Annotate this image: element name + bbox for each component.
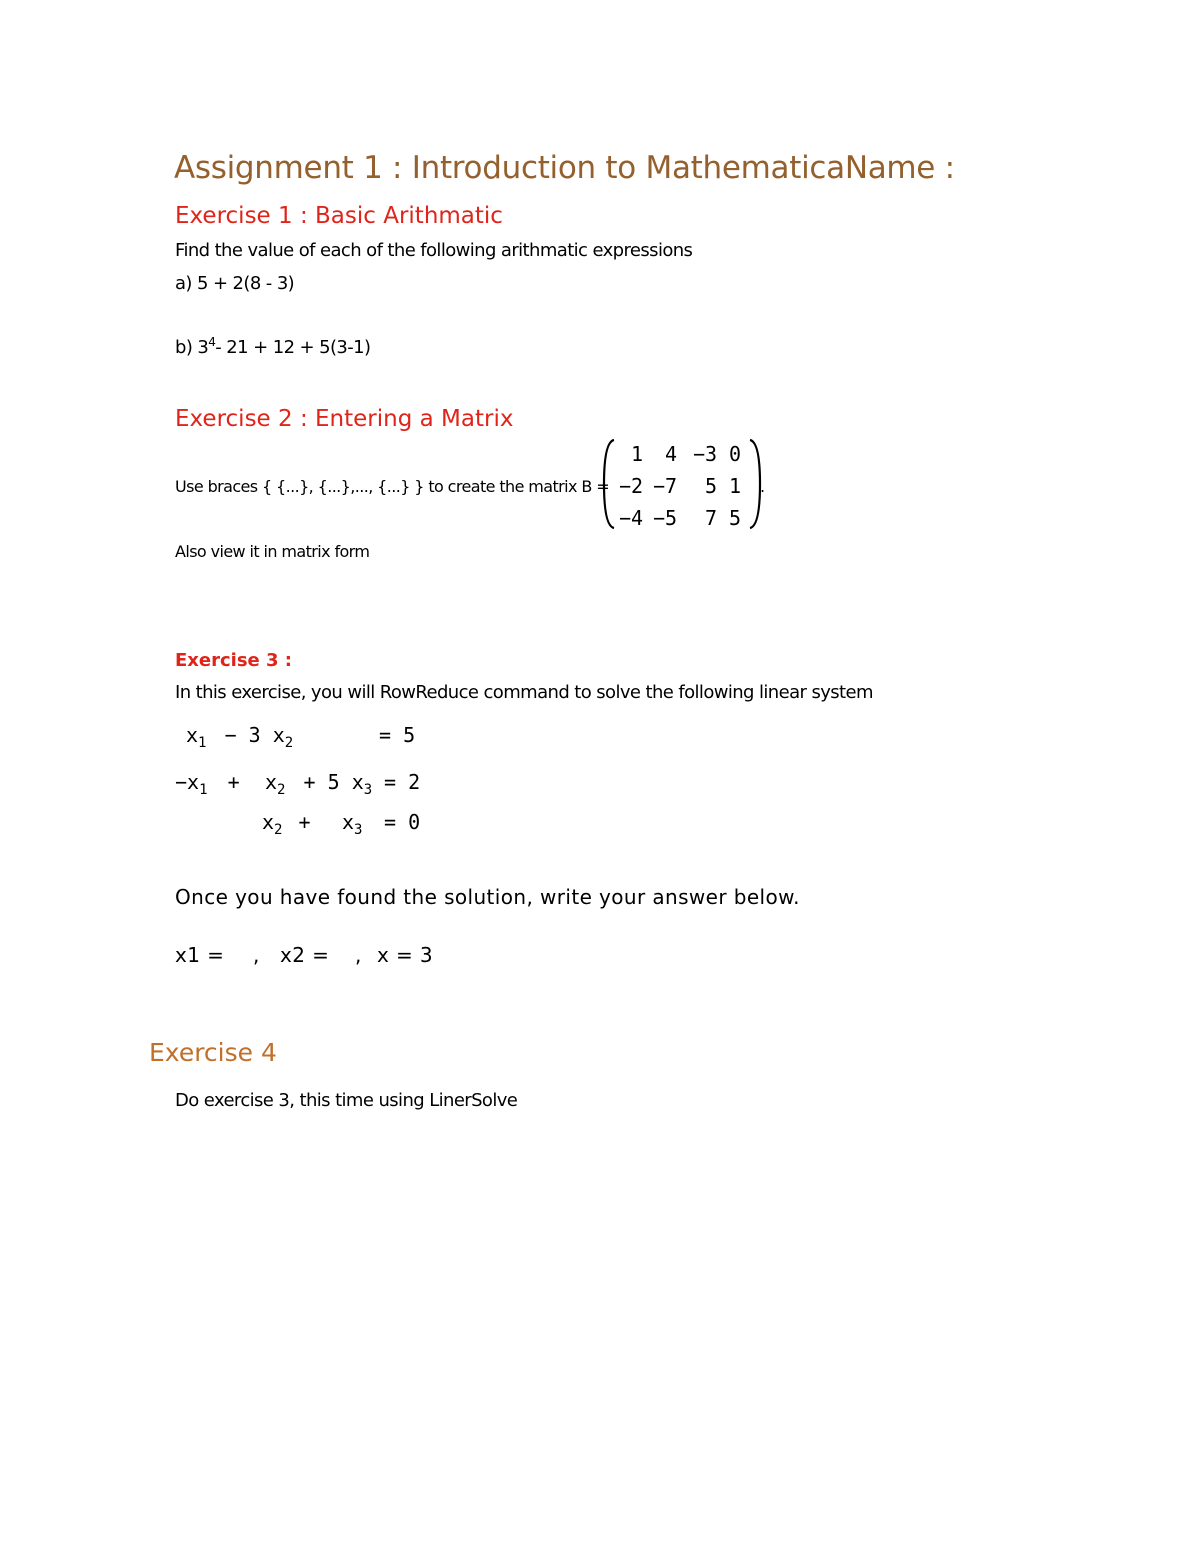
eq1-sub-1: 1 (198, 735, 207, 751)
page-title: Assignment 1 : Introduction to MathematicaName : (174, 150, 955, 186)
eq3-term-x3-wrap (342, 810, 362, 838)
eq3-term-x3: x (342, 810, 355, 834)
exercise-2-instruction: Use braces { {...}, {...},..., {...} } to create the matrix B = (175, 477, 610, 496)
eq2-sub-3: 3 (363, 782, 373, 798)
exercise-1-part-b (175, 335, 370, 358)
matrix-period: . (760, 477, 765, 496)
eq3-sub-3: 3 (354, 822, 363, 838)
eq2-sub-2: 2 (277, 782, 286, 798)
exercise-4-instruction: Do exercise 3, this time using LinerSolve (175, 1090, 518, 1111)
matrix-cell: 7 (705, 506, 718, 530)
matrix-cell: 1 (631, 442, 644, 466)
matrix-cell: −3 (693, 442, 718, 466)
exercise-1-heading: Exercise 1 : Basic Arithmatic (175, 203, 503, 229)
eq1-term-x2: − 3 x (224, 723, 285, 747)
eq2-term-x3: + 5 x (303, 770, 364, 794)
equation-3 (262, 810, 311, 838)
matrix-cell: −4 (619, 506, 644, 530)
eq2-term-x2: x (265, 770, 278, 794)
exercise-3-heading: Exercise 3 : (175, 650, 293, 671)
eq3-sub-2: 2 (274, 822, 283, 838)
answer-comma-2: , (355, 943, 362, 967)
exercise-1-part-a: a) 5 + 2(8 - 3) (175, 273, 295, 294)
matrix-row (616, 438, 744, 470)
exercise-1-instruction: Find the value of each of the following arithmatic expressions (175, 240, 693, 261)
eq1-term-x1: x (186, 723, 199, 747)
matrix-cell: −7 (653, 474, 678, 498)
exercise-4-heading: Exercise 4 (149, 1038, 277, 1067)
eq3-term-x2: x (262, 810, 275, 834)
matrix-row (616, 470, 744, 502)
matrix-cell: 0 (729, 442, 742, 466)
matrix-cell: 1 (729, 474, 742, 498)
solution-prompt: Once you have found the solution, write your answer below. (175, 885, 800, 909)
eq2-middle (265, 770, 372, 798)
matrix-cell: −5 (653, 506, 678, 530)
eq3-rhs: = 0 (384, 810, 421, 834)
left-paren-icon (602, 438, 616, 530)
eq2-rhs: = 2 (384, 770, 421, 794)
exercise-2-heading: Exercise 2 : Entering a Matrix (175, 406, 514, 432)
answer-x3: x = 3 (377, 943, 434, 967)
matrix-grid (616, 438, 744, 534)
exercise-3-instruction: In this exercise, you will RowReduce command to solve the following linear system (175, 682, 873, 703)
part-b-rest: - 21 + 12 + 5(3-1) (215, 337, 371, 358)
eq1-rhs: = 5 (379, 723, 416, 747)
answer-x1-label: x1 = (175, 943, 225, 967)
part-b-exponent: 4 (208, 335, 216, 349)
exercise-2-note: Also view it in matrix form (175, 542, 370, 561)
eq2-op-plus: + (227, 770, 240, 794)
eq3-op-plus: + (298, 810, 311, 834)
eq2-term-x1: −x (175, 770, 200, 794)
matrix-b (602, 438, 762, 530)
part-b-prefix: b) 3 (175, 337, 209, 358)
eq1-sub-2: 2 (284, 735, 294, 751)
matrix-cell: 5 (705, 474, 718, 498)
matrix-cell: 4 (665, 442, 678, 466)
eq2-sub-1: 1 (199, 782, 208, 798)
answer-comma-1: , (253, 943, 260, 967)
matrix-cell: −2 (619, 474, 644, 498)
equation-1 (186, 723, 293, 751)
matrix-row (616, 502, 744, 534)
matrix-cell: 5 (729, 506, 742, 530)
answer-x2-label: x2 = (280, 943, 330, 967)
equation-2 (175, 770, 240, 798)
